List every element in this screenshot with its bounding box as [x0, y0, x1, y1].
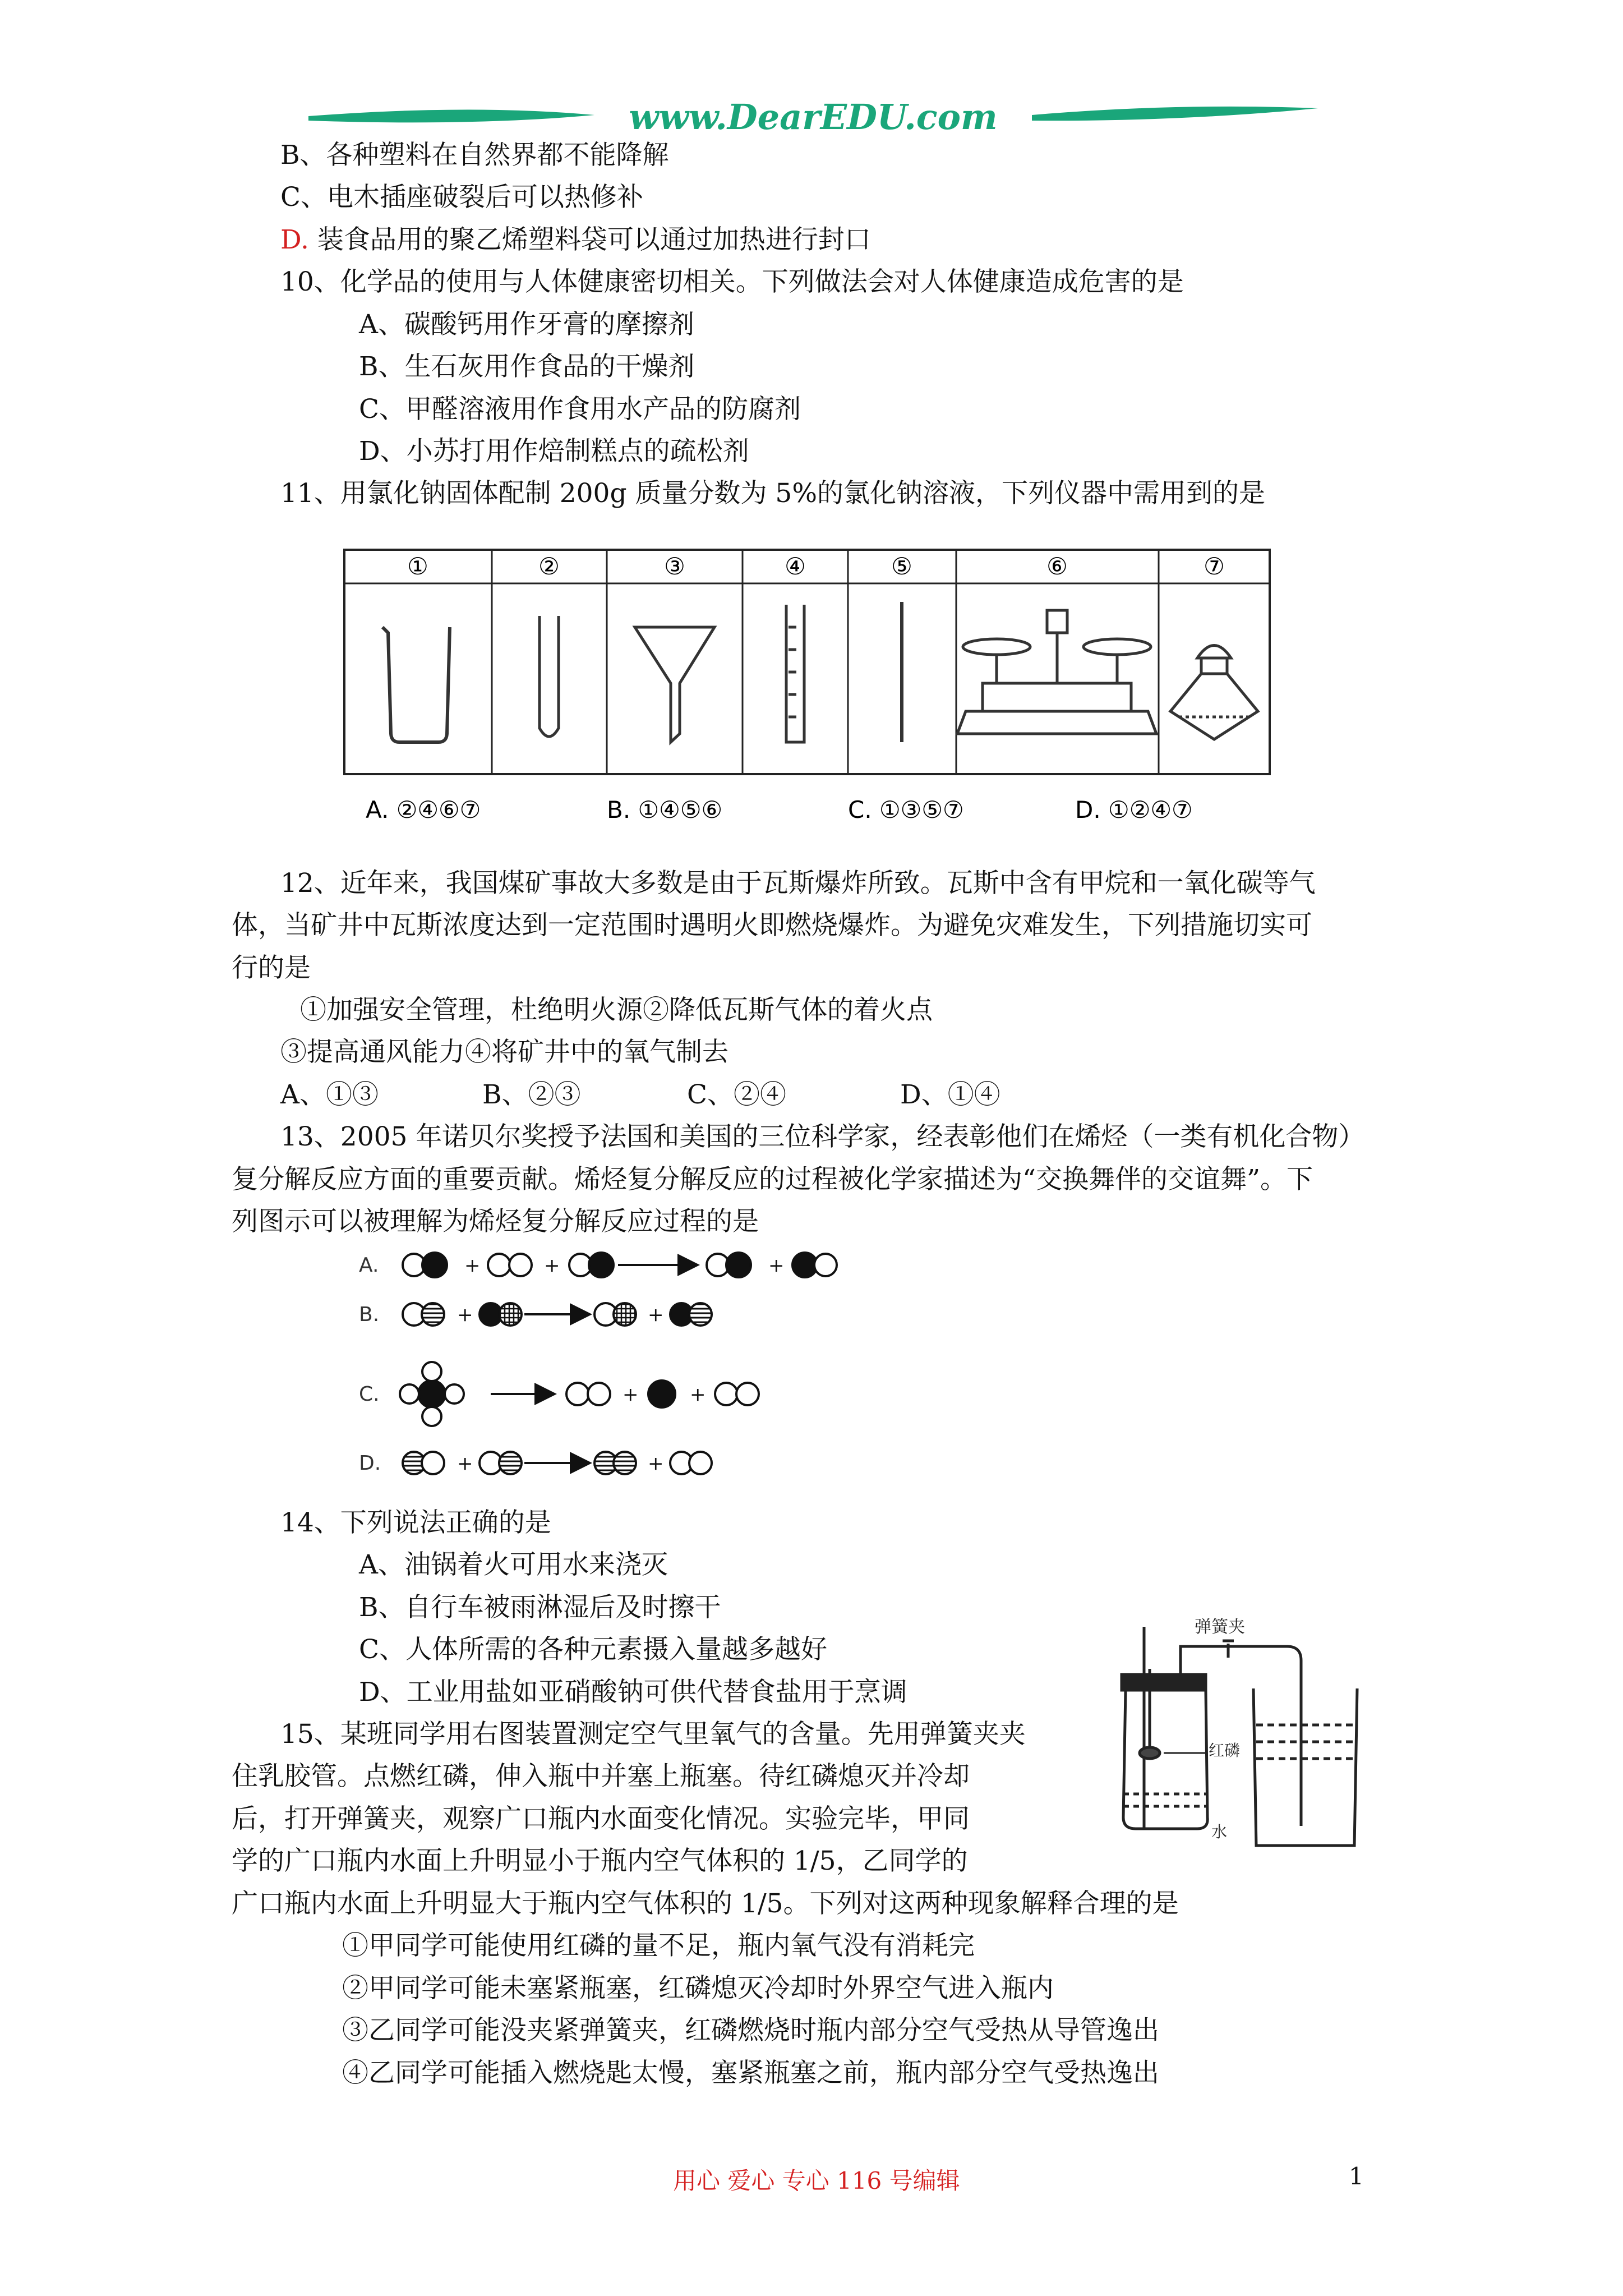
q14-stem: 14、下列说法正确的是 — [280, 1507, 551, 1538]
q12-option-a: A、①③ — [280, 1079, 379, 1110]
spring-clamp — [1223, 1641, 1234, 1658]
footer-text: 用心 爱心 专心 116 号编辑 — [673, 2167, 960, 2194]
instrument-number-1: ① — [407, 553, 428, 580]
beaker — [1253, 1688, 1357, 1846]
q12-stem-line-1: 12、近年来，我国煤矿事故大多数是由于瓦斯爆炸所致。瓦斯中含有甲烷和一氧化碳等气 — [280, 868, 1316, 899]
q15-stem-line-2: 住乳胶管。点燃红磷，伸入瓶中并塞上瓶塞。待红磷熄灭并冷却 — [232, 1761, 970, 1792]
header-logo-text: www.DearEDU.com — [629, 96, 998, 137]
stopper — [1122, 1674, 1206, 1690]
q11-option-c: C. ①③⑤⑦ — [848, 796, 964, 823]
q10-stem: 10、化学品的使用与人体健康密切相关。下列做法会对人体健康造成危害的是 — [280, 266, 1184, 297]
q11-option-d: D. ①②④⑦ — [1075, 796, 1193, 823]
plus-sign: + — [464, 1254, 481, 1277]
plus-sign: + — [623, 1383, 639, 1406]
header-swoosh-left — [308, 109, 594, 122]
balance-scale-icon — [957, 610, 1156, 734]
plus-sign: + — [768, 1254, 785, 1277]
q9-option-d-text: 装食品用的聚乙烯塑料袋可以通过加热进行封口 — [317, 224, 871, 255]
q10-option-c: C、甲醛溶液用作食用水产品的防腐剂 — [359, 394, 801, 425]
q12-item-2: ③提高通风能力④将矿井中的氧气制去 — [280, 1037, 728, 1068]
instrument-number-7: ⑦ — [1204, 553, 1225, 580]
instrument-number-3: ③ — [664, 553, 685, 580]
q13-stem-line-1: 13、2005 年诺贝尔奖授予法国和美国的三位科学家，经表彰他们在烯烃（一类有机化合物） — [280, 1121, 1365, 1152]
reaction-row-c — [359, 1362, 759, 1426]
q12-option-b: B、②③ — [482, 1079, 581, 1110]
q15-item-1: ①甲同学可能使用红磷的量不足，瓶内氧气没有消耗完 — [342, 1930, 975, 1961]
plus-sign: + — [457, 1452, 473, 1475]
beaker-icon — [382, 627, 450, 742]
plus-sign: + — [690, 1383, 706, 1406]
plus-sign: + — [457, 1304, 473, 1326]
graduated-cylinder-icon — [786, 605, 804, 742]
plus-sign: + — [648, 1304, 664, 1326]
q15-item-2: ②甲同学可能未塞紧瓶塞，红磷熄灭冷却时外界空气进入瓶内 — [342, 1973, 1054, 2004]
reaction-label-c: C. — [359, 1383, 380, 1406]
test-tube-icon — [540, 616, 559, 737]
q15-item-4: ④乙同学可能插入燃烧匙太慢，塞紧瓶塞之前，瓶内部分空气受热逸出 — [342, 2058, 1159, 2088]
q9-option-c: C、电木插座破裂后可以热修补 — [280, 182, 643, 213]
q11-stem: 11、用氯化钠固体配制 200g 质量分数为 5%的氯化钠溶液，下列仪器中需用到的是 — [280, 478, 1265, 509]
q14-option-b: B、自行车被雨淋湿后及时擦干 — [359, 1592, 721, 1623]
q15-apparatus-figure — [1113, 1616, 1371, 1862]
plus-sign: + — [648, 1452, 664, 1475]
reaction-label-a: A. — [359, 1254, 379, 1277]
wide-mouth-bottle — [1123, 1691, 1207, 1829]
q12-option-d: D、①④ — [900, 1079, 1000, 1110]
q13-stem-line-2: 复分解反应方面的重要贡献。烯烃复分解反应的过程被化学家描述为“交换舞伴的交谊舞”。下 — [232, 1164, 1313, 1195]
reaction-label-b: B. — [359, 1303, 380, 1326]
q13-reaction-diagrams — [359, 1248, 948, 1501]
header-swoosh-right — [1032, 107, 1318, 121]
q11-option-b: B. ①④⑤⑥ — [607, 796, 723, 823]
reaction-row-b — [359, 1303, 712, 1326]
plus-sign: + — [544, 1254, 560, 1277]
instrument-number-5: ⑤ — [891, 553, 912, 580]
q9-option-d-prefix: D. — [280, 224, 309, 255]
reaction-row-d — [359, 1452, 712, 1475]
q14-option-a: A、油锅着火可用水来浇灭 — [359, 1549, 668, 1580]
q11-instrument-table — [343, 549, 1271, 840]
q15-stem-line-1: 15、某班同学用右图装置测定空气里氧气的含量。先用弹簧夹夹 — [280, 1719, 1026, 1750]
instrument-number-2: ② — [538, 553, 560, 580]
q12-stem-line-3: 行的是 — [232, 953, 311, 983]
q11-option-a: A. ②④⑥⑦ — [366, 796, 481, 823]
q9-option-b: B、各种塑料在自然界都不能降解 — [280, 140, 669, 171]
label-red-phosphorus: 红磷 — [1209, 1741, 1241, 1760]
reaction-label-d: D. — [359, 1452, 381, 1475]
label-water: 水 — [1211, 1823, 1228, 1841]
q15-stem-line-4: 学的广口瓶内水面上升明显小于瓶内空气体积的 1/5，乙同学的 — [232, 1846, 968, 1876]
q14-option-c: C、人体所需的各种元素摄入量越多越好 — [359, 1634, 827, 1665]
reaction-row-a — [359, 1253, 837, 1277]
q15-stem-line-3: 后，打开弹簧夹，观察广口瓶内水面变化情况。实验完毕，甲同 — [232, 1803, 970, 1834]
q15-stem-line-5: 广口瓶内水面上升明显大于瓶内空气体积的 1/5。下列对这两种现象解释合理的是 — [232, 1888, 1179, 1919]
alcohol-lamp-icon — [1170, 646, 1258, 740]
q9-option-d — [280, 223, 871, 257]
label-spring-clamp: 弹簧夹 — [1195, 1617, 1245, 1637]
q10-option-d: D、小苏打用作焙制糕点的疏松剂 — [359, 436, 749, 467]
q10-option-a: A、碳酸钙用作牙膏的摩擦剂 — [359, 309, 694, 340]
q12-option-c: C、②④ — [687, 1079, 786, 1110]
q10-option-b: B、生石灰用作食品的干燥剂 — [359, 351, 695, 382]
q13-stem-line-3: 列图示可以被理解为烯烃复分解反应过程的是 — [232, 1206, 759, 1237]
q12-item-1: ①加强安全管理，杜绝明火源②降低瓦斯气体的着火点 — [300, 995, 933, 1025]
q12-stem-line-2: 体，当矿井中瓦斯浓度达到一定范围时遇明火即燃烧爆炸。为避免灾难发生，下列措施切实可 — [232, 910, 1312, 941]
page-number: 1 — [1349, 2162, 1364, 2190]
instrument-number-6: ⑥ — [1046, 553, 1068, 580]
instrument-number-4: ④ — [785, 553, 806, 580]
q14-option-d: D、工业用盐如亚硝酸钠可供代替食盐用于烹调 — [359, 1677, 907, 1708]
q15-item-3: ③乙同学可能没夹紧弹簧夹，红磷燃烧时瓶内部分空气受热从导管逸出 — [342, 2015, 1159, 2046]
funnel-icon — [635, 627, 714, 742]
